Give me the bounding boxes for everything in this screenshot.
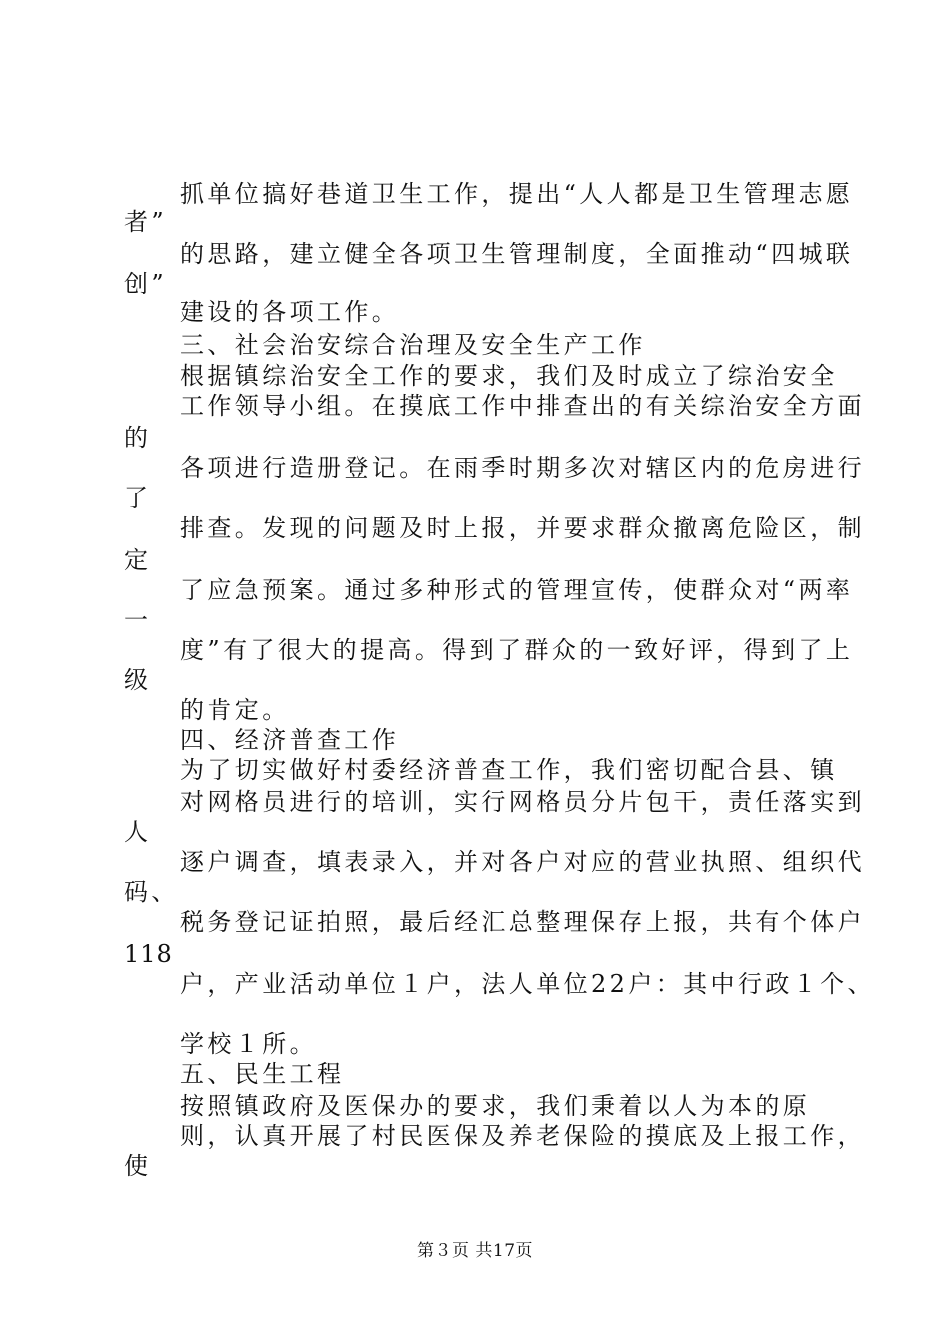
page-footer: 第３页 共17页 [416, 1241, 534, 1261]
text-line: 创” [124, 270, 168, 298]
text-line: 定 [124, 546, 152, 574]
text-line: 度”有了很大的提高。得到了群众的一致好评，得到了上 [180, 636, 854, 664]
text-line: 学校１所。 [180, 1030, 317, 1058]
section-heading: 五、民生工程 [180, 1060, 345, 1088]
text-line: 使 [124, 1152, 152, 1180]
text-line: 了应急预案。通过多种形式的管理宣传，使群众对“两率 [180, 576, 854, 604]
text-line: 118 [124, 940, 173, 968]
text-line: 税务登记证拍照，最后经汇总整理保存上报，共有个体户 [180, 908, 865, 936]
text-line: 级 [124, 666, 152, 694]
text-line: 为了切实做好村委经济普查工作，我们密切配合县、镇 [180, 756, 838, 784]
text-line: 按照镇政府及医保办的要求，我们秉着以人为本的原 [180, 1092, 811, 1120]
text-line: 一 [124, 606, 152, 634]
text-line: 各项进行造册登记。在雨季时期多次对辖区内的危房进行 [180, 454, 865, 482]
text-line: 逐户调查，填表录入，并对各户对应的营业执照、组织代 [180, 848, 865, 876]
text-line: 工作领导小组。在摸底工作中排查出的有关综治安全方面 [180, 392, 865, 420]
text-line: 根据镇综治安全工作的要求，我们及时成立了综治安全 [180, 362, 838, 390]
text-line: 的 [124, 424, 152, 452]
section-heading: 三、社会治安综合治理及安全生产工作 [180, 331, 646, 359]
text-line: 码、 [124, 878, 179, 906]
text-line: 者” [124, 208, 168, 236]
text-line: 抓单位搞好巷道卫生工作，提出“人人都是卫生管理志愿 [180, 180, 854, 208]
text-line: 排查。发现的问题及时上报，并要求群众撤离危险区，制 [180, 514, 865, 542]
text-line: 的思路，建立健全各项卫生管理制度，全面推动“四城联 [180, 240, 854, 268]
text-line: 人 [124, 818, 152, 846]
text-line: 对网格员进行的培训，实行网格员分片包干，责任落实到 [180, 788, 865, 816]
text-line: 则，认真开展了村民医保及养老保险的摸底及上报工作， [180, 1122, 865, 1150]
text-line: 建设的各项工作。 [180, 298, 400, 326]
text-line: 了 [124, 484, 152, 512]
text-line: 户，产业活动单位１户，法人单位22户：其中行政１个、 [180, 970, 875, 998]
text-line: 的肯定。 [180, 696, 290, 724]
section-heading: 四、经济普查工作 [180, 726, 400, 754]
